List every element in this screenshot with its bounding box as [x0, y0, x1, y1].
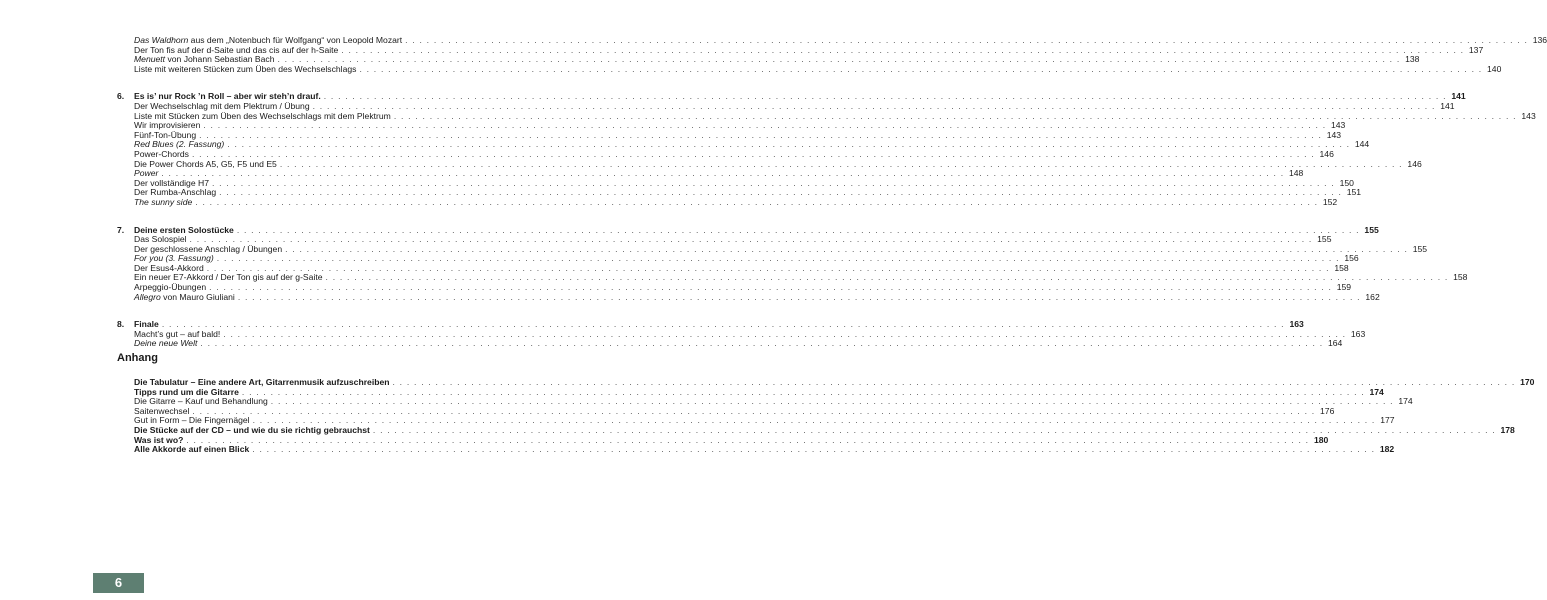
toc-entry-text-part: Gut in Form – Die Fingernägel [134, 415, 250, 426]
toc-entry-text-part: Liste mit weiteren Stücken zum Üben des Wechselschlags [134, 63, 357, 74]
toc-entry-page: 177 [1380, 415, 1395, 426]
toc-entry-text-part: Der Rumba-Anschlag [134, 187, 217, 198]
chapter-number: 7. [117, 224, 125, 235]
toc-entry-page: 162 [1365, 291, 1380, 302]
toc-entry-text-part: Das Solospiel [134, 234, 187, 245]
toc-entry[interactable] [117, 338, 1343, 349]
toc-entry-text-part: Der Wechselschlag mit dem Plektrum / Übung [134, 100, 310, 111]
toc-entry-page: 163 [1350, 328, 1366, 339]
toc-entry-title [134, 65, 356, 75]
toc-entry-title: Finale [134, 319, 159, 330]
toc-entry-text-part: Der Esus4-Akkord [134, 262, 204, 273]
page-number-box [93, 573, 144, 593]
toc-entry-text-part: Ein neuer E7-Akkord / Der Ton gis auf der g-Saite [134, 272, 323, 283]
toc-entry[interactable] [117, 291, 1380, 303]
appendix-entry[interactable] [117, 444, 1395, 455]
dot-leader [359, 65, 1482, 75]
toc-entry-page: 151 [1346, 187, 1362, 198]
toc-entry-title [134, 445, 249, 455]
toc-entry[interactable] [117, 196, 1338, 208]
toc-chapters [117, 91, 1536, 349]
toc-entry-page: 178 [1500, 424, 1515, 435]
toc-entry-title: Deine ersten Solostücke [134, 224, 234, 235]
dot-leader [252, 445, 1375, 455]
toc-entry-text-part: Power [134, 168, 159, 179]
toc-entry-page: 141 [1451, 91, 1466, 102]
toc-entry-page: 159 [1336, 282, 1352, 293]
toc-entry-page: 144 [1354, 139, 1370, 150]
toc-entry-page: 143 [1330, 120, 1346, 131]
toc-entry-text-part: Allegro [134, 291, 161, 302]
appendix-list [117, 377, 1535, 455]
toc-entry-text-part: Power-Chords [134, 148, 189, 159]
chapter-number: 8. [117, 319, 125, 330]
toc-entry-text-part: Der Ton fis auf der d-Saite und das cis auf der h-Saite [134, 44, 339, 55]
toc-entry-title [134, 339, 197, 349]
toc-entry-page: 158 [1334, 262, 1349, 273]
toc-entry-text-part: von Mauro Giuliani [160, 291, 235, 302]
toc-entry-page: 155 [1364, 224, 1379, 235]
toc-entry-text-part: aus dem „Notenbuch für Wolfgang“ von Leopold Mozart [188, 35, 403, 45]
toc-entry-text-part: Wir improvisieren [134, 120, 201, 131]
toc-entry-page: 163 [1289, 319, 1304, 330]
toc-entry-page: 152 [1322, 196, 1338, 207]
toc-entry-text-part: Red Blues (2. Fassung) [134, 139, 225, 150]
table-of-contents [117, 35, 1547, 367]
toc-entry-page: 150 [1339, 177, 1354, 188]
toc-entry-text-part: Der geschlossene Anschlag / Übungen [134, 243, 283, 254]
toc-entry-text-part: Die Tabulatur – Eine andere Art, Gitarrenmusik aufzuschreiben [134, 377, 390, 387]
toc-entry-title [134, 198, 192, 208]
toc-chapter [117, 91, 1536, 207]
toc-entry-page: 156 [1344, 253, 1359, 264]
chapter-number: 6. [117, 91, 125, 102]
toc-entry[interactable] [117, 63, 1502, 75]
toc-entry-text-part: Fünf-Ton-Übung [134, 129, 197, 140]
toc-entry-text-part: Alle Akkorde auf einen Blick [134, 444, 250, 455]
toc-entry-text-part: Die Gitarre – Kauf und Behandlung [134, 396, 268, 407]
toc-entry-page: 148 [1288, 168, 1304, 179]
toc-entry-text-part: Macht’s gut – auf bald! [134, 328, 221, 339]
toc-entry-page: 140 [1487, 63, 1502, 74]
toc-entry-page: 138 [1405, 54, 1420, 65]
toc-entry-text-part: Menuett [134, 54, 166, 65]
toc-entry-text-part: The sunny side [134, 196, 193, 207]
toc-block-chapter-5-tail [117, 35, 1547, 74]
toc-entry-title: Es is’ nur Rock ’n Roll – aber wir steh’n drauf. [134, 91, 321, 102]
toc-entry-page: 174 [1398, 396, 1413, 407]
toc-entry-page: 176 [1320, 405, 1335, 416]
toc-entry-page: 143 [1326, 129, 1342, 140]
toc-entry-text-part: Arpeggio-Übungen [134, 282, 207, 293]
toc-entry-page: 155 [1412, 243, 1428, 254]
toc-entry-page: 137 [1468, 44, 1484, 55]
toc-entry-page: 141 [1440, 100, 1455, 111]
toc-entry-text-part: Der vollständige H7 [134, 177, 209, 188]
toc-entry-page: 158 [1453, 272, 1468, 283]
toc-entry-page: 182 [1379, 444, 1395, 455]
toc-entry-page: 180 [1313, 434, 1329, 445]
toc-entry-text-part: For you (3. Fassung) [134, 253, 214, 264]
appendix-heading: Anhang [117, 352, 158, 364]
dot-leader [200, 339, 1323, 349]
toc-chapter [117, 224, 1468, 303]
page-number: 6 [114, 575, 123, 590]
toc-entry-page: 136 [1532, 35, 1547, 45]
toc-entry-text-part: Deine neue Welt [134, 338, 198, 349]
toc-entry-text-part: Saitenwechsel [134, 405, 190, 416]
toc-entry-page: 164 [1327, 338, 1343, 349]
toc-entry-page: 146 [1319, 148, 1334, 159]
dot-leader [238, 293, 1361, 303]
toc-entry-page: 174 [1369, 386, 1384, 397]
toc-entry-page: 146 [1407, 158, 1422, 169]
toc-entry-text-part: Das Waldhorn [134, 35, 189, 45]
toc-entry-page: 143 [1521, 110, 1536, 121]
toc-chapter [117, 319, 1366, 349]
toc-entry-text-part: Die Power Chords A5, G5, F5 und E5 [134, 158, 277, 169]
toc-entry-text-part: von Johann Sebastian Bach [165, 54, 275, 65]
toc-entry-text-part: Die Stücke auf der CD – und wie du sie richtig gebrauchst [134, 424, 370, 435]
toc-entry-text-part: Tipps rund um die Gitarre [134, 386, 239, 397]
toc-entry-page: 155 [1317, 234, 1332, 245]
toc-entry-text-part: Was ist wo? [134, 434, 184, 445]
toc-entry-text-part: Liste mit Stücken zum Üben des Wechselschlags mit dem Plektrum [134, 110, 391, 121]
toc-entry-page: 170 [1520, 377, 1535, 387]
dot-leader [195, 198, 1318, 208]
toc-entry-title [134, 293, 235, 303]
